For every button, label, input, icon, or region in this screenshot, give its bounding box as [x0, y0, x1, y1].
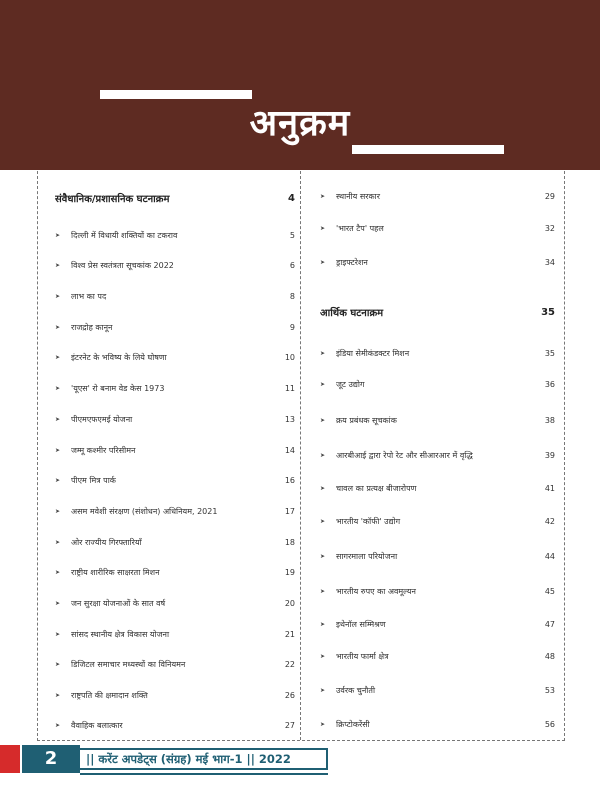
toc-entry: [320, 216, 555, 240]
bullet-arrow-icon: ➤: [55, 599, 61, 607]
toc-entry-title: असम मवेशी संरक्षण (संशोधन) अधिनियम, 2021: [71, 506, 218, 516]
toc-entry-page: 8: [289, 291, 295, 301]
bullet-arrow-icon: ➤: [320, 349, 326, 357]
toc-entry-page: 9: [289, 322, 295, 332]
toc-entry-page: 42: [544, 516, 555, 526]
bullet-arrow-icon: ➤: [320, 652, 326, 660]
bullet-arrow-icon: ➤: [320, 192, 326, 200]
toc-entry-page: 44: [544, 551, 555, 561]
bullet-arrow-icon: ➤: [55, 415, 61, 423]
toc-entry: [55, 376, 295, 400]
bullet-arrow-icon: ➤: [55, 691, 61, 699]
toc-entry-title: भारतीय 'कॉफी' उद्योग: [336, 516, 401, 526]
footer-accent: [0, 745, 20, 773]
bullet-arrow-icon: ➤: [320, 258, 326, 266]
toc-entry-title: आरबीआई द्वारा रेपो रेट और सीआरआर में वृद्धि: [336, 450, 473, 460]
toc-entry: [55, 530, 295, 554]
toc-entry-page: 27: [284, 720, 295, 730]
header-decor-bar-right: [352, 145, 504, 154]
toc-section-heading: [55, 186, 295, 210]
toc-entry-title: जम्मू कश्मीर परिसीमन: [71, 445, 136, 455]
bullet-arrow-icon: ➤: [320, 416, 326, 424]
bullet-arrow-icon: ➤: [320, 451, 326, 459]
toc-entry-title: सांसद स्थानीय क्षेत्र विकास योजना: [71, 629, 170, 639]
toc-entry: [55, 438, 295, 462]
bullet-arrow-icon: ➤: [55, 721, 61, 729]
bullet-arrow-icon: ➤: [320, 552, 326, 560]
bullet-arrow-icon: ➤: [55, 292, 61, 300]
toc-entry-page: 10: [284, 352, 295, 362]
toc-entry-title: 'यूएस' रो बनाम वेड केस 1973: [71, 383, 165, 393]
bullet-arrow-icon: ➤: [320, 686, 326, 694]
toc-entry-title: चावल का प्रत्यक्ष बीजारोपण: [336, 483, 417, 493]
header-banner: [0, 0, 600, 170]
toc-entry-page: 53: [544, 685, 555, 695]
toc-entry-page: 35: [544, 348, 555, 358]
toc-entry-page: 21: [284, 629, 295, 639]
toc-entry-page: 17: [284, 506, 295, 516]
toc-entry: [55, 713, 295, 737]
toc-entry-title: ड्राइफ्टरेशन: [336, 257, 368, 267]
toc-entry-page: 26: [284, 690, 295, 700]
bullet-arrow-icon: ➤: [320, 380, 326, 388]
toc-entry-title: ओर राज्यीय गिरफ्तारियाँ: [71, 537, 142, 547]
bullet-arrow-icon: ➤: [55, 261, 61, 269]
toc-entry-title: राष्ट्रपति की क्षमादान शक्ति: [71, 690, 148, 700]
toc-entry-title: स्थानीय सरकार: [336, 191, 380, 201]
toc-section-heading: [320, 300, 555, 324]
toc-entry-title: पीएमएफएमई योजना: [71, 414, 133, 424]
bullet-arrow-icon: ➤: [55, 538, 61, 546]
toc-entry: [55, 407, 295, 431]
toc-entry: [320, 341, 555, 365]
toc-entry: [55, 591, 295, 615]
toc-entry: [55, 315, 295, 339]
toc-entry-title: क्रिप्टोकरेंसी: [336, 719, 370, 729]
column-divider: [300, 171, 301, 740]
bullet-arrow-icon: ➤: [320, 224, 326, 232]
toc-entry: [320, 544, 555, 568]
toc-entry: [320, 612, 555, 636]
bullet-arrow-icon: ➤: [55, 353, 61, 361]
toc-entry-page: 45: [544, 586, 555, 596]
toc-entry: [320, 579, 555, 603]
bullet-arrow-icon: ➤: [55, 507, 61, 515]
toc-entry-title: राजद्रोह कानून: [71, 322, 113, 332]
toc-entry: [55, 223, 295, 247]
toc-entry-title: वैवाहिक बलात्कार: [71, 720, 123, 730]
toc-entry: [320, 408, 555, 432]
bullet-arrow-icon: ➤: [320, 620, 326, 628]
toc-entry-page: 48: [544, 651, 555, 661]
toc-entry-page: 35: [541, 306, 555, 318]
toc-entry-title: संवैधानिक/प्रशासनिक घटनाक्रम: [55, 194, 170, 205]
toc-entry-title: इंडिया सेमीकंडक्टर मिशन: [336, 348, 410, 358]
toc-entry-page: 47: [544, 619, 555, 629]
toc-entry-title: भारतीय फार्मा क्षेत्र: [336, 651, 389, 661]
toc-entry-page: 19: [284, 567, 295, 577]
toc-entry-title: 'भारत टैप' पहल: [336, 223, 384, 233]
toc-entry: [55, 468, 295, 492]
toc-entry-page: 18: [284, 537, 295, 547]
toc-entry: [55, 622, 295, 646]
toc-entry-title: आर्थिक घटनाक्रम: [320, 308, 384, 319]
toc-entry: [320, 644, 555, 668]
bullet-arrow-icon: ➤: [55, 630, 61, 638]
toc-entry: [320, 712, 555, 736]
toc-entry-page: 34: [544, 257, 555, 267]
toc-entry: [55, 560, 295, 584]
bullet-arrow-icon: ➤: [55, 323, 61, 331]
bullet-arrow-icon: ➤: [55, 660, 61, 668]
toc-entry: [320, 250, 555, 274]
bullet-arrow-icon: ➤: [320, 720, 326, 728]
toc-entry-title: लाभ का पद: [71, 291, 107, 301]
toc-entry-title: पीएम मित्र पार्क: [71, 475, 116, 485]
toc-entry-page: 11: [284, 383, 295, 393]
toc-entry-page: 16: [284, 475, 295, 485]
toc-entry: [320, 372, 555, 396]
toc-entry-title: क्रय प्रबंधक सूचकांक: [336, 415, 397, 425]
toc-entry-page: 32: [544, 223, 555, 233]
toc-entry: [320, 184, 555, 208]
toc-entry-title: डिजिटल समाचार मध्यस्थों का विनियमन: [71, 659, 186, 669]
toc-entry-title: जन सुरक्षा योजनाओं के सात वर्ष: [71, 598, 166, 608]
bullet-arrow-icon: ➤: [320, 517, 326, 525]
toc-entry-title: सागरमाला परियोजना: [336, 551, 398, 561]
toc-entry: [320, 443, 555, 467]
page-footer: [0, 745, 600, 775]
toc-entry-title: इथेनॉल सम्मिश्रण: [336, 619, 386, 629]
toc-entry-page: 6: [289, 260, 295, 270]
footer-title: || करेंट अपडेट्स (संग्रह) मई भाग-1 || 2022: [80, 748, 328, 770]
toc-entry: [55, 284, 295, 308]
toc-entry: [55, 683, 295, 707]
toc-entry: [55, 253, 295, 277]
toc-entry-title: जूट उद्योग: [336, 379, 365, 389]
toc-entry-page: 5: [289, 230, 295, 240]
toc-entry-page: 39: [544, 450, 555, 460]
toc-entry-title: दिल्ली में विधायी शक्तियों का टकराव: [71, 230, 178, 240]
toc-entry-title: उर्वरक चुनौती: [336, 685, 376, 695]
bullet-arrow-icon: ➤: [55, 446, 61, 454]
bullet-arrow-icon: ➤: [55, 231, 61, 239]
bullet-arrow-icon: ➤: [55, 384, 61, 392]
toc-entry-page: 13: [284, 414, 295, 424]
toc-entry-page: 36: [544, 379, 555, 389]
bullet-arrow-icon: ➤: [320, 484, 326, 492]
toc-entry-page: 14: [284, 445, 295, 455]
toc-entry: [320, 476, 555, 500]
toc-entry: [55, 652, 295, 676]
bullet-arrow-icon: ➤: [55, 568, 61, 576]
bullet-arrow-icon: ➤: [320, 587, 326, 595]
toc-entry-page: 38: [544, 415, 555, 425]
toc-entry-page: 20: [284, 598, 295, 608]
toc-entry-page: 29: [544, 191, 555, 201]
toc-entry-title: राष्ट्रीय शारीरिक साक्षरता मिशन: [71, 567, 160, 577]
toc-entry-page: 41: [544, 483, 555, 493]
toc-entry: [55, 499, 295, 523]
footer-page-number: 2: [22, 745, 80, 773]
toc-entry: [320, 678, 555, 702]
toc-entry: [320, 509, 555, 533]
page-title: अनुक्रम: [249, 102, 351, 144]
toc-entry-title: विश्व प्रेस स्वतंत्रता सूचकांक 2022: [71, 260, 174, 270]
toc-entry: [55, 345, 295, 369]
toc-entry-page: 22: [284, 659, 295, 669]
toc-entry-title: इंटरनेट के भविष्य के लिये घोषणा: [71, 352, 167, 362]
toc-entry-title: भारतीय रुपए का अवमूल्यन: [336, 586, 416, 596]
footer-underline: [80, 773, 328, 775]
toc-entry-page: 56: [544, 719, 555, 729]
bullet-arrow-icon: ➤: [55, 476, 61, 484]
toc-entry-page: 4: [288, 192, 295, 204]
